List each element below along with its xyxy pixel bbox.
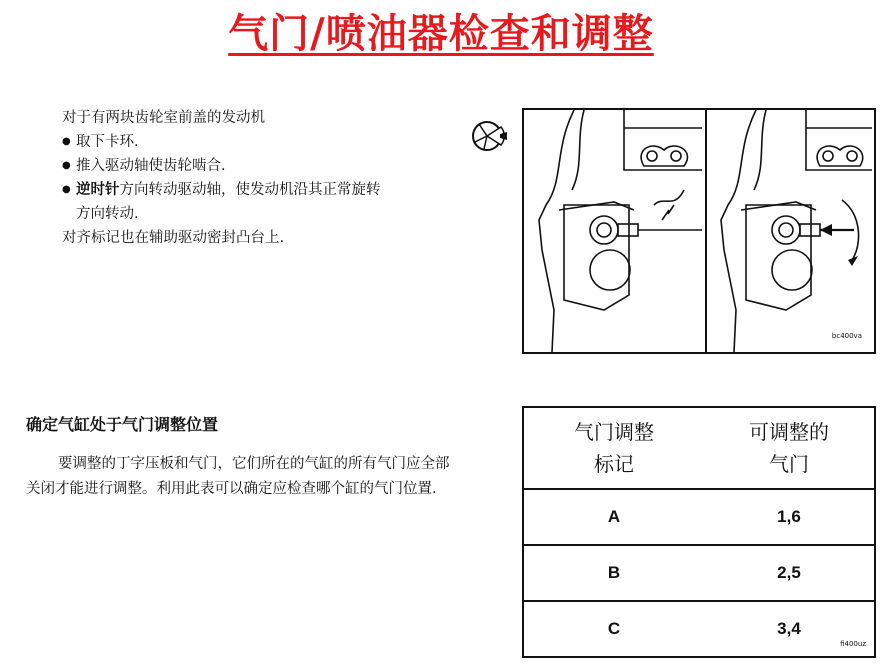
bullet-remove-snap-ring: ● 取下卡环. — [62, 130, 462, 154]
valve-adjustment-table — [522, 406, 876, 658]
engine-illustration — [524, 110, 874, 352]
row-valves: 1,6 — [777, 507, 801, 526]
header-mark-line2: 标记 — [594, 452, 634, 476]
intro-line: 对于有两块齿轮室前盖的发动机 — [62, 110, 265, 126]
section-body: 要调整的丁字压板和气门，它们所在的气缸的所有气门应全部关闭才能进行调整。利用此表可以确定应检查哪个缸的气门位置. — [26, 456, 450, 497]
row-valves: 3,4 — [777, 619, 801, 638]
section-heading: 确定气缸处于气门调整位置 — [26, 415, 219, 434]
table-code: fi400uz — [840, 640, 866, 648]
table-row — [524, 546, 874, 600]
row-mark: C — [607, 619, 621, 638]
bullet-bold-text: 逆时针 — [76, 182, 120, 198]
row-mark: A — [607, 507, 621, 526]
pie-wedge-icon — [470, 118, 510, 154]
header-mark-line1: 气门调整 — [574, 420, 654, 444]
header-valves — [704, 408, 874, 488]
alignment-note: 对齐标记也在辅助驱动密封凸台上. — [62, 230, 285, 246]
bullet-text: 方向转动驱动轴，使发动机沿其正常旋转 — [119, 182, 381, 198]
table-row — [524, 490, 874, 544]
bullet-rotate-shaft — [62, 178, 462, 202]
row-mark: B — [607, 563, 621, 582]
header-valves-line1: 可调整的 — [749, 420, 829, 444]
header-valves-line2: 气门 — [769, 452, 809, 476]
row-valves: 2,5 — [777, 563, 801, 582]
bullet-continuation: 方向转动. — [76, 206, 139, 222]
intro-block — [62, 106, 462, 250]
page-title: 气门/喷油器检查和调整 — [228, 10, 654, 57]
engine-gear-figure — [522, 108, 876, 354]
figure-code: bc400va — [831, 332, 862, 340]
header-mark — [524, 408, 704, 488]
bullet-push-drive-shaft: ● 推入驱动轴使齿轮啮合. — [62, 154, 462, 178]
table-header-row — [524, 408, 874, 488]
table-row — [524, 602, 874, 656]
